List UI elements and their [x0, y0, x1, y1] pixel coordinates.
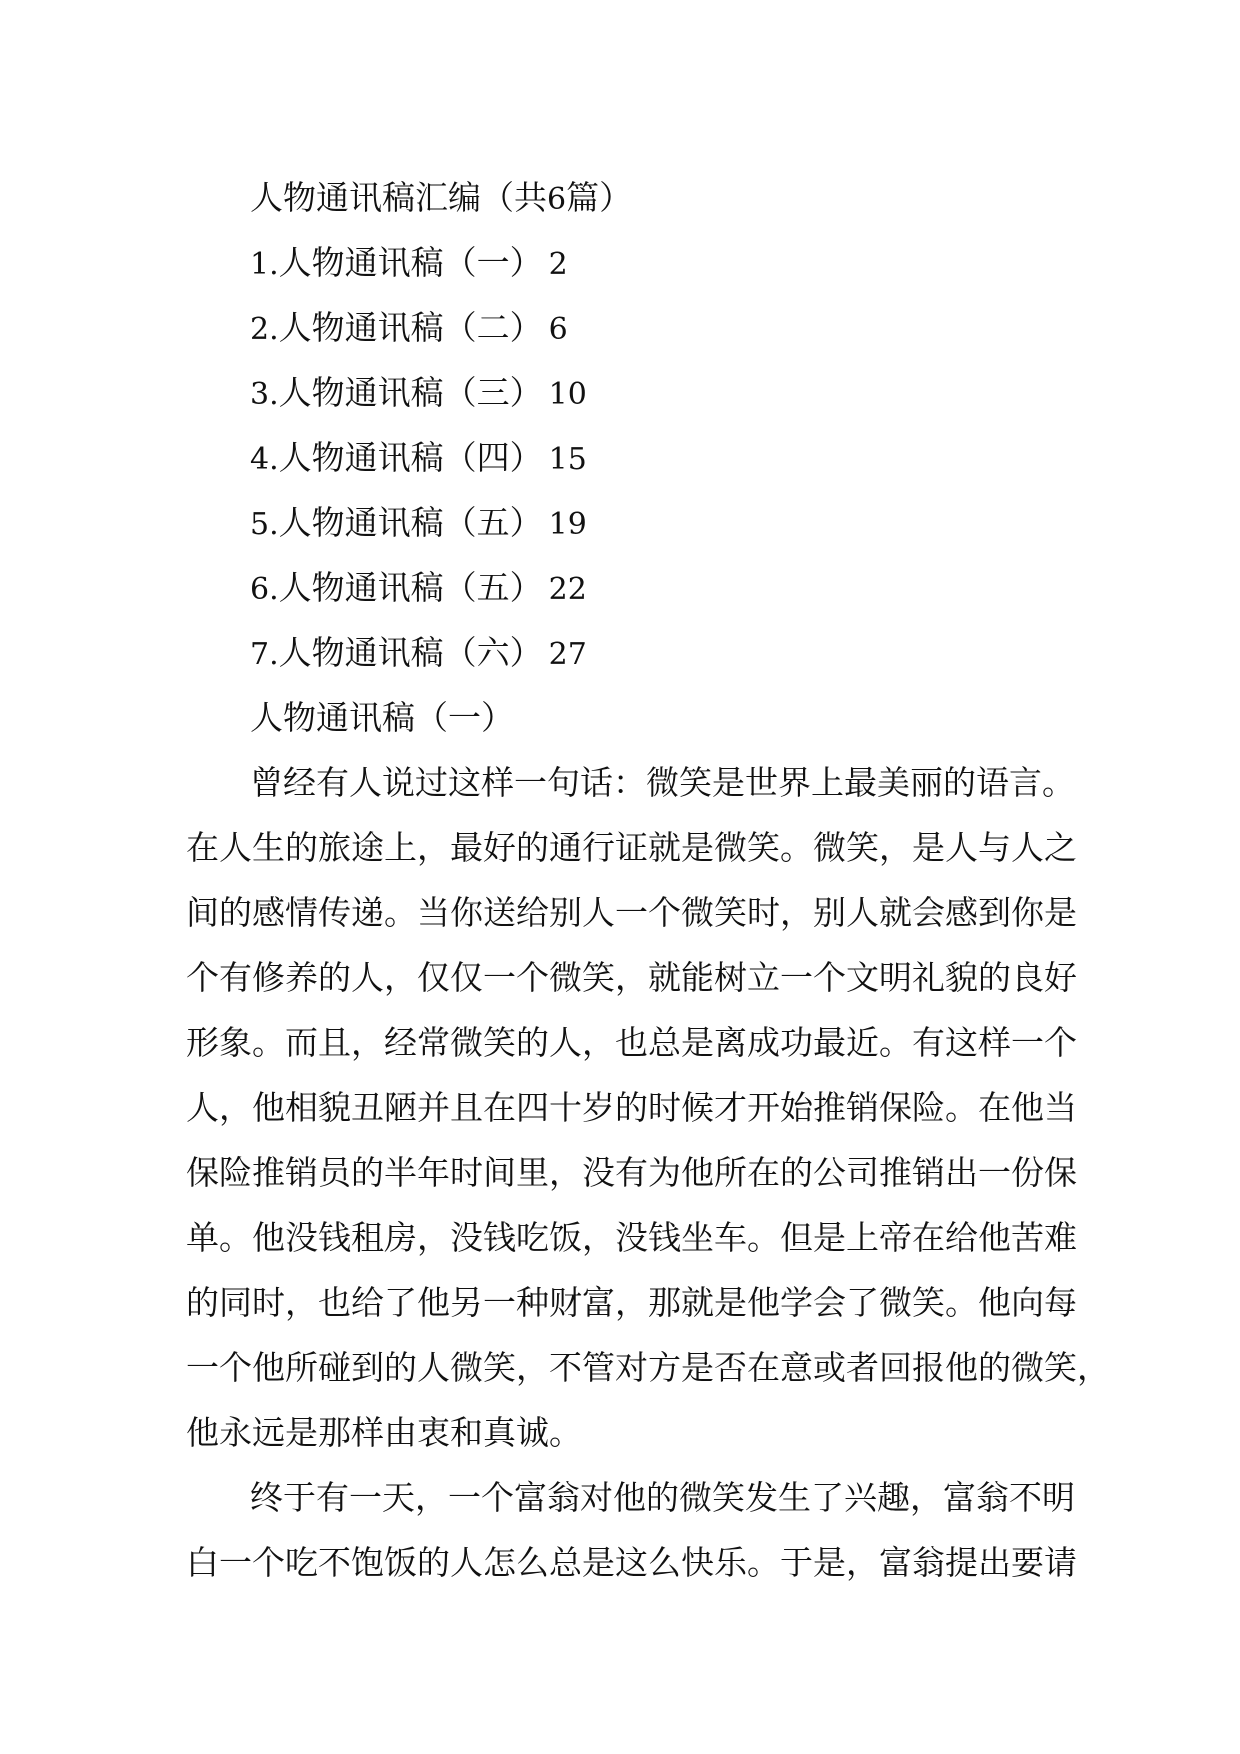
paragraph-line: 他永远是那样由衷和真诚。	[186, 1413, 582, 1452]
toc-item	[186, 230, 1086, 295]
paragraph-line: 在人生的旅途上，最好的通行证就是微笑。微笑，是人与人之	[186, 828, 1077, 867]
toc-item-title: 人物通讯稿（四）	[278, 438, 543, 477]
body-paragraph-1	[186, 750, 1110, 1465]
toc-item-number: 3.	[250, 377, 279, 412]
paragraph-line: 个有修养的人，仅仅一个微笑，就能树立一个文明礼貌的良好	[186, 958, 1077, 997]
paragraph-line: 白一个吃不饱饭的人怎么总是这么快乐。于是，富翁提出要请	[186, 1543, 1077, 1582]
paragraph-line: 形象。而且，经常微笑的人，也总是离成功最近。有这样一个	[186, 1023, 1077, 1062]
heading-suffix: 篇）	[566, 178, 633, 217]
toc-item-number: 2.	[250, 312, 279, 347]
toc-item-title: 人物通讯稿（六）	[278, 633, 543, 672]
section-title: 人物通讯稿（一）	[250, 698, 514, 737]
toc-item-number: 7.	[250, 637, 279, 672]
toc-item-page: 6	[548, 312, 568, 347]
toc-item	[186, 490, 1086, 555]
toc-item	[186, 295, 1086, 360]
toc-item	[186, 620, 1086, 685]
toc-item-number: 6.	[250, 572, 279, 607]
toc-item-number: 1.	[250, 247, 279, 282]
paragraph-line: 人，他相貌丑陋并且在四十岁的时候才开始推销保险。在他当	[186, 1088, 1077, 1127]
toc-item-number: 4.	[250, 442, 279, 477]
paragraph-line: 保险推销员的半年时间里，没有为他所在的公司推销出一份保	[186, 1153, 1077, 1192]
paragraph-line: 终于有一天，一个富翁对他的微笑发生了兴趣，富翁不明	[250, 1478, 1075, 1517]
toc-item	[186, 360, 1086, 425]
table-of-contents	[186, 230, 1086, 685]
paragraph-line: 的同时，也给了他另一种财富，那就是他学会了微笑。他向每	[186, 1283, 1077, 1322]
paragraph-line: 曾经有人说过这样一句话：微笑是世界上最美丽的语言。	[250, 763, 1075, 802]
toc-item-page: 10	[548, 377, 587, 412]
toc-item	[186, 425, 1086, 490]
heading-count: 6	[547, 182, 567, 217]
toc-item-title: 人物通讯稿（二）	[278, 308, 543, 347]
paragraph-line: 单。他没钱租房，没钱吃饭，没钱坐车。但是上帝在给他苦难	[186, 1218, 1077, 1257]
toc-item-number: 5.	[250, 507, 279, 542]
toc-item	[186, 555, 1086, 620]
body-paragraph-2	[186, 1465, 1086, 1595]
heading-prefix: 人物通讯稿汇编（共	[250, 178, 547, 217]
toc-item-page: 27	[548, 637, 587, 672]
toc-item-title: 人物通讯稿（一）	[278, 243, 543, 282]
toc-item-page: 2	[548, 247, 568, 282]
toc-item-page: 19	[548, 507, 587, 542]
toc-item-title: 人物通讯稿（三）	[278, 373, 543, 412]
toc-item-page: 22	[548, 572, 587, 607]
paragraph-line: 间的感情传递。当你送给别人一个微笑时，别人就会感到你是	[186, 893, 1077, 932]
paragraph-line: 一个他所碰到的人微笑，不管对方是否在意或者回报他的微笑，	[186, 1348, 1110, 1387]
toc-item-page: 15	[548, 442, 587, 477]
document-content	[186, 165, 1110, 1595]
toc-item-title: 人物通讯稿（五）	[278, 568, 543, 607]
compilation-heading	[186, 165, 1086, 230]
toc-item-title: 人物通讯稿（五）	[278, 503, 543, 542]
